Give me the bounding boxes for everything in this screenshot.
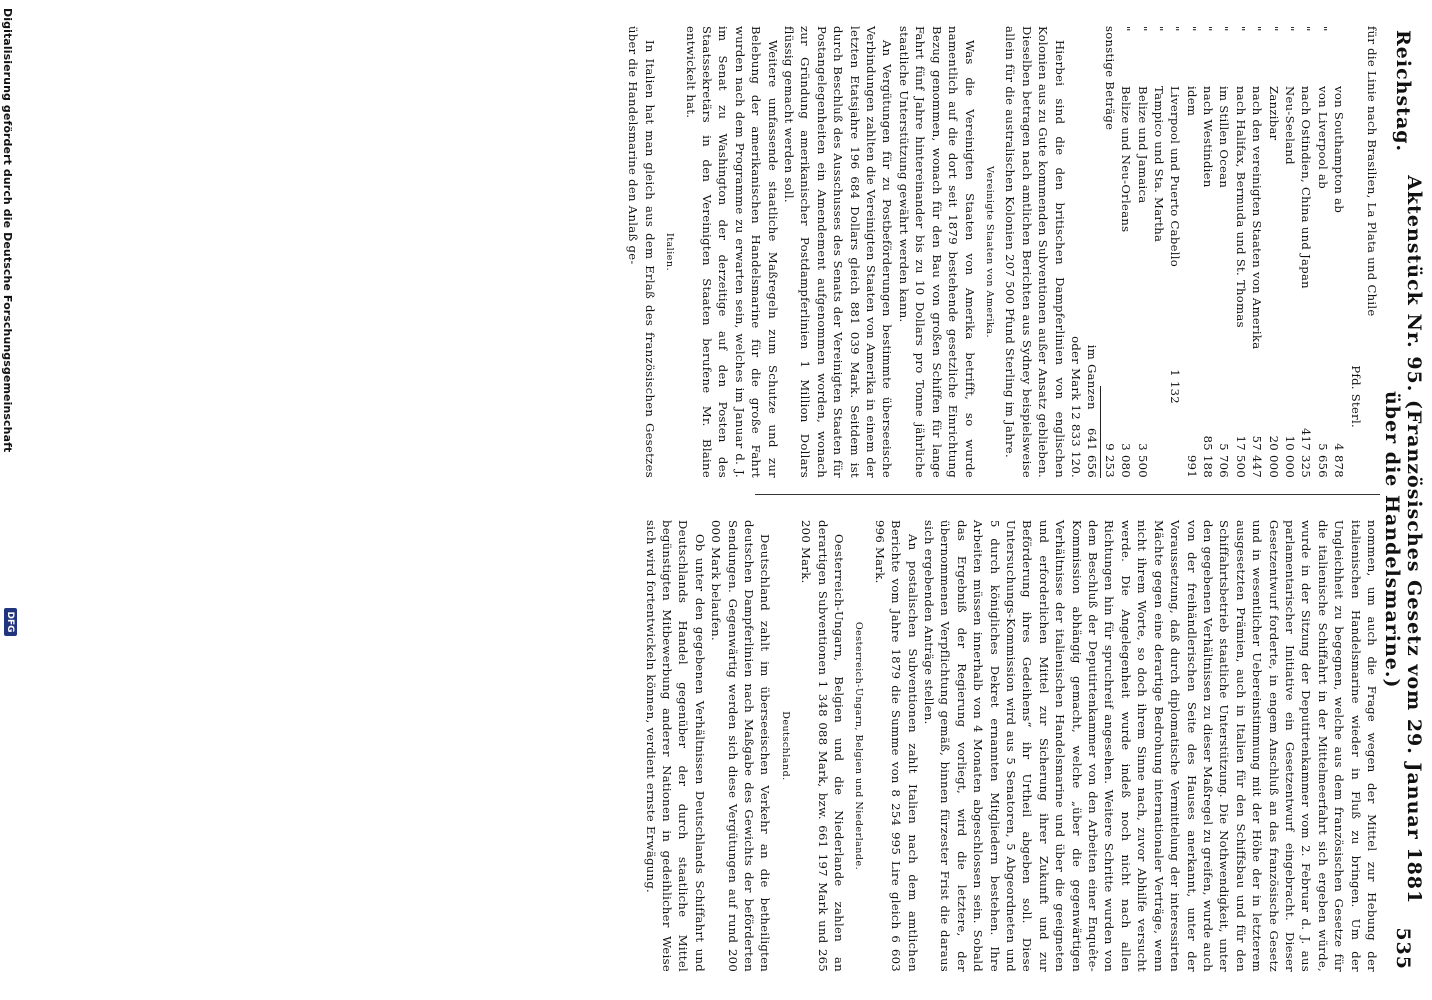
paragraph: nommen, um auch die Frage wegen der Mittel zur Hebung der italienischen Handelsmarine wieder in Fluß zu bringen. Um der Ungleichheit zu begegnen, welche aus dem französischen Gesetze für die italienische Schiffahrt in der Mittelmeerfahrt sich ergeben würde, wurde in der Sitzung der Deputirtenkammer vom 2. Februar d. J. aus parlamentarischer Initiative ein Gesetzentwurf eingebracht. Dieser Gesetzentwurf forderte, in engem Anschluß an das französische Gesetz und in wesentlicher Uebereinstimmung mit der Höhe der in letzterem ausgesetzten Prämien, auch in Italien für den Schiffsbau und für den Schiffahrtsbetrieb staatliche Unterstützung. Die Nothwendigkeit, unter den gegebenen Verhältnissen zu dieser Maßregel zu greifen, wurde auch von der freihändlerischen Seite des Hauses anerkannt, unter der Voraussetzung, daß durch diplomatische Vermittelung der interessirten Mächte gegen eine derartige Bedrohung internationaler Verträge, wenn nicht ihrem Worte, so doch ihrem Sinne nach, zuvor Abhilfe versucht werde. Die Angelegenheit wurde indeß noch nicht nach allen Richtungen hin für spruchreif angesehen. Weitere Schritte wurden von dem Beschluß der Deputirtenkammer von den Arbeiten einer Enquête-Kommission abhängig gemacht, welche „über die gegenwärtigen Verhältnisse der italienischen Handelsmarine und über die geeigneten und erforderlichen Mittel zur Sicherung ihrer Zukunft und zur Beförderung ihres Gedeihens“ ihr Urtheil abgeben soll. Diese Untersuchungs-Kommission wird aus 5 Senatoren, 5 Abgeordneten und 5 durch königliches Dekret ernannten Mitgliedern bestehen. Ihre Arbeiten müssen innerhalb von 4 Monaten abgeschlossen sein. Sobald das Ergebniß der Regierung vorliegt, wird die letztere, der übernommenen Verpflichtung gemäß, binnen fürzester Frist die daraus sich ergebenden Anträge stellen. (922, 520, 1379, 972)
row-value: 85 188 (1201, 435, 1216, 478)
paragraph: Ob unter den gegebenen Verhältnissen Deutschlands Schiffahrt und Deutschlands Handel gegenüber der durch staatliche Mittel begünstigten Mitbewerbung anderer Nationen in gedeihlicher Weise sich wird fortentwickeln können, verdient ernste Erwägung. (643, 520, 707, 972)
row-name: Neu-Seeland (1283, 86, 1298, 165)
page-header (1381, 30, 1425, 970)
row-name: Belize und Jamaica (1135, 86, 1150, 204)
row-name: Tampico und Sta. Martha (1151, 86, 1166, 243)
table-row (1265, 26, 1281, 478)
row-prefix: " (1250, 26, 1265, 32)
table-unit: Pfd. Sterl. (1348, 365, 1363, 428)
row-name: von Southampton ab (1332, 86, 1347, 214)
total-mark: oder Mark 12 833 120. (1068, 336, 1083, 478)
row-prefix: " (1151, 26, 1166, 32)
paragraph: An postalischen Subventionen zahlt Italien nach dem amtlichen Berichte vom Jahre 1879 die Summe von 8 254 995 Lire gleich 6 603 996 Mark. (872, 520, 920, 972)
row-prefix: sonstige Beträge (1102, 26, 1117, 131)
table-row (1314, 26, 1330, 478)
row-name: im Stillen Ocean (1217, 86, 1232, 189)
row-prefix: " (1233, 26, 1248, 32)
digitization-credit: Digitalisierung gefördert durch die Deutsche Forschungsgemeinschaft (1, 8, 14, 453)
row-name: idem (1184, 86, 1199, 117)
paragraph: Was die Vereinigten Staaten von Amerika betrifft, so wurde namentlich auf die dort seit 1879 bestehende gesetzliche Einrichtung Bezug genommen, wonach für den Bau von großen Schiffen für lange Fahrt fünf Jahre hintereinander bis zu 10 Dollars pro Tonne jährliche staatliche Unterstützung gewährt werden kann. (896, 26, 977, 478)
section-heading-usa: Vereinigte Staaten von Amerika. (983, 166, 995, 338)
row-prefix: " (1217, 26, 1232, 32)
row-group-value: 1 132 (1168, 369, 1183, 404)
row-name: nach Ostindien, China und Japan (1299, 86, 1314, 289)
row-prefix: " (1135, 26, 1150, 32)
paragraph: Deutschland zahlt im überseeischen Verkehr an die betheiligten deutschen Dampferlinien nach Maßgabe des Gewichts der beförderten Sendungen. Gegenwärtig werden sich diese Vergütungen auf rund 200 000 Mark belaufen. (709, 520, 773, 972)
row-name: nach den vereinigten Staaten von Amerika (1250, 86, 1265, 350)
row-value: 5 656 (1315, 443, 1330, 478)
right-column (642, 520, 1380, 972)
table-row (1331, 26, 1347, 478)
row-value: 3 500 (1135, 443, 1150, 478)
dfg-logo: DFG (4, 608, 17, 636)
header-left: Reichstag. (1392, 30, 1414, 153)
section-heading-austria: Oesterreich-Ungarn, Belgien und Niederlande. (853, 621, 865, 871)
row-name: Zanzibar (1266, 86, 1281, 141)
row-value: 57 447 (1250, 435, 1265, 478)
row-prefix: " (1266, 26, 1281, 32)
total-mark-row (1068, 26, 1084, 478)
table-row (1249, 26, 1265, 478)
row-prefix: " (1283, 26, 1298, 32)
table-row (1134, 26, 1150, 478)
row-value: 20 000 (1266, 435, 1281, 478)
row-value: 417 325 (1299, 427, 1314, 478)
row-name: von Liverpool ab (1315, 86, 1330, 189)
paragraph: Hierbei sind die den britischen Dampferlinien von englischen Kolonien aus zu Gute kommenden Subventionen außer Ansatz geblieben. Dieselben betragen nach amtlichen Berichten aus Sydney beispielsweise allein für die australischen Kolonien 207 500 Pfund Sterling im Jahre. (1003, 26, 1067, 478)
row-prefix: " (1315, 26, 1330, 32)
header-title: Aktenstück Nr. 95. (Französisches Gesetz vom 29. Januar 1881 über die Handelsmarine.) (1381, 175, 1425, 905)
table-row (1298, 26, 1314, 478)
row-value: 5 706 (1217, 443, 1232, 478)
left-column (625, 26, 1380, 478)
row-value: 9 253 (1102, 443, 1117, 478)
section-heading-germany: Deutschland. (779, 711, 791, 781)
row-name: nach Westindien (1201, 86, 1216, 188)
row-value: 4 878 (1332, 443, 1347, 478)
table-row (1200, 26, 1216, 478)
table-row (1183, 26, 1199, 478)
row-name: Belize und Neu-Orleans (1119, 86, 1134, 233)
table-row (1101, 26, 1117, 478)
total-row (1084, 26, 1100, 478)
row-value: 991 (1184, 454, 1199, 478)
page-number: 535 (1392, 927, 1414, 970)
total-label: im Ganzen (1085, 344, 1100, 410)
subsidy-table (1101, 26, 1347, 478)
table-row (1216, 26, 1232, 478)
row-name: nach Halifax, Bermuda und St. Thomas (1233, 86, 1248, 328)
row-prefix: " (1168, 26, 1183, 32)
table-row (1232, 26, 1248, 478)
paragraph: An Vergütungen für zu Postbeförderungen bestimmte überseeische Verbindungen zahlten die Vereinigten Staaten von Amerika in einem der letzten Etatsjahre 196 684 Dollars gleich 881 039 Mark. Seitdem ist durch Beschluß des Ausschusses des Senats der Vereinigten Staaten für Postangelegenheiten ein Amendement aufgenommen worden, wonach zur Gründung amerikanischer Postdampferlinien 1 Million Dollars flüssig gemacht werden soll. (782, 26, 895, 478)
row-name: Liverpool und Puerto Cabello (1168, 86, 1183, 268)
table-row (1167, 26, 1183, 478)
paragraph: In Italien hat man gleich aus dem Erlaß des französischen Gesetzes über die Handelsmarine den Anlaß ge- (626, 26, 657, 478)
table-row (1151, 26, 1167, 478)
section-heading-italy: Italien. (664, 232, 676, 272)
row-value: 17 500 (1233, 435, 1248, 478)
column-divider (755, 494, 1380, 495)
row-value: 10 000 (1283, 435, 1298, 478)
row-prefix: " (1299, 26, 1314, 32)
row-value: 3 080 (1119, 443, 1134, 478)
paragraph: Oesterreich-Ungarn, Belgien und die Niederlande zahlen an derartigen Subventionen 1 348 088 Mark, bzw. 661 197 Mark und 265 200 Mark. (799, 520, 846, 972)
row-prefix: " (1119, 26, 1134, 32)
row-prefix: " (1184, 26, 1199, 32)
total-value: 641 656 (1085, 427, 1100, 478)
table-intro: für die Linie nach Brasilien, La Plata und Chile (1365, 26, 1379, 317)
paragraph: Weitere umfassende staatliche Maßregeln zum Schutze und zur Belebung der amerikanischen Handelsmarine für die große Fahrt wurden nach dem Programme zu erwarten sein, welches im Januar d. J. im Senat zu Washington der derzeitige auf den Posten des Staatssekretärs in den Vereinigten Staaten berufene Mr. Blaine entwickelt hat. (683, 26, 780, 478)
table-row (1282, 26, 1298, 478)
table-row (1118, 26, 1134, 478)
row-prefix: " (1201, 26, 1216, 32)
